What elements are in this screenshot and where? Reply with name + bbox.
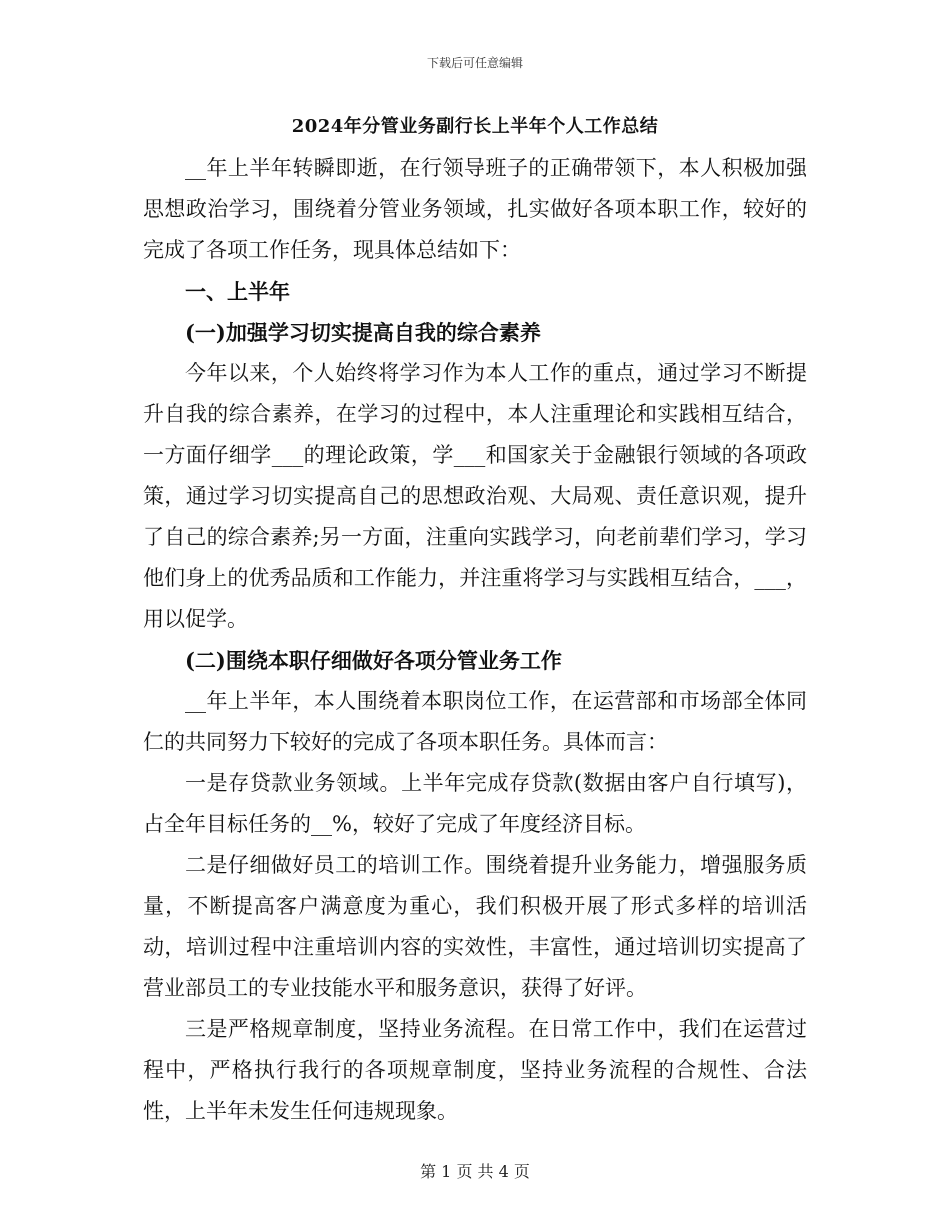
subsection-heading-1: (一)加强学习切实提高自我的综合素养 bbox=[185, 320, 541, 345]
document-title: 2024年分管业务副行长上半年个人工作总结 bbox=[291, 116, 659, 137]
work-intro-paragraph: __年上半年，本人围绕着本职岗位工作，在运营部和市场部全体同仁的共同努力下较好的完成了各项本职任务。具体而言： bbox=[143, 689, 807, 754]
intro-paragraph: __年上半年转瞬即逝，在行领导班子的正确带领下，本人积极加强思想政治学习，围绕着分管业务领域，扎实做好各项本职工作，较好的完成了各项工作任务，现具体总结如下： bbox=[143, 156, 807, 262]
section-heading-1: 一、上半年 bbox=[185, 279, 290, 304]
header-note: 下载后可任意编辑 bbox=[426, 56, 523, 70]
regulation-paragraph: 三是严格规章制度，坚持业务流程。在日常工作中，我们在运营过程中，严格执行我行的各项规章制度，坚持业务流程的合规性、合法性，上半年未发生任何违规现象。 bbox=[143, 1017, 807, 1123]
study-paragraph: 今年以来，个人始终将学习作为本人工作的重点，通过学习不断提升自我的综合素养，在学习的过程中，本人注重理论和实践相互结合，一方面仔细学___的理论政策，学___和国家关于金融银行领域的各项政策，通过学习切实提高自己的思想政治观、大局观、责任意识观，提升了自己的综合素养;另一方面，注重向实践学习，向老前辈们学习，学习他们身上的优秀品质和工作能力，并注重将学习与实践相互结合，___，用以促学。 bbox=[143, 361, 807, 631]
document-body bbox=[143, 112, 807, 1132]
training-paragraph: 二是仔细做好员工的培训工作。围绕着提升业务能力，增强服务质量，不断提高客户满意度为重心，我们积极开展了形式多样的培训活动，培训过程中注重培训内容的实效性，丰富性，通过培训切实提高了营业部员工的专业技能水平和服务意识，获得了好评。 bbox=[143, 853, 807, 1000]
subsection-heading-2: (二)围绕本职仔细做好各项分管业务工作 bbox=[185, 648, 562, 673]
deposit-loan-paragraph: 一是存贷款业务领域。上半年完成存贷款(数据由客户自行填写)，占全年目标任务的__%，较好了完成了年度经济目标。 bbox=[143, 771, 807, 836]
page-footer: 第 1 页 共 4 页 bbox=[420, 1162, 530, 1181]
